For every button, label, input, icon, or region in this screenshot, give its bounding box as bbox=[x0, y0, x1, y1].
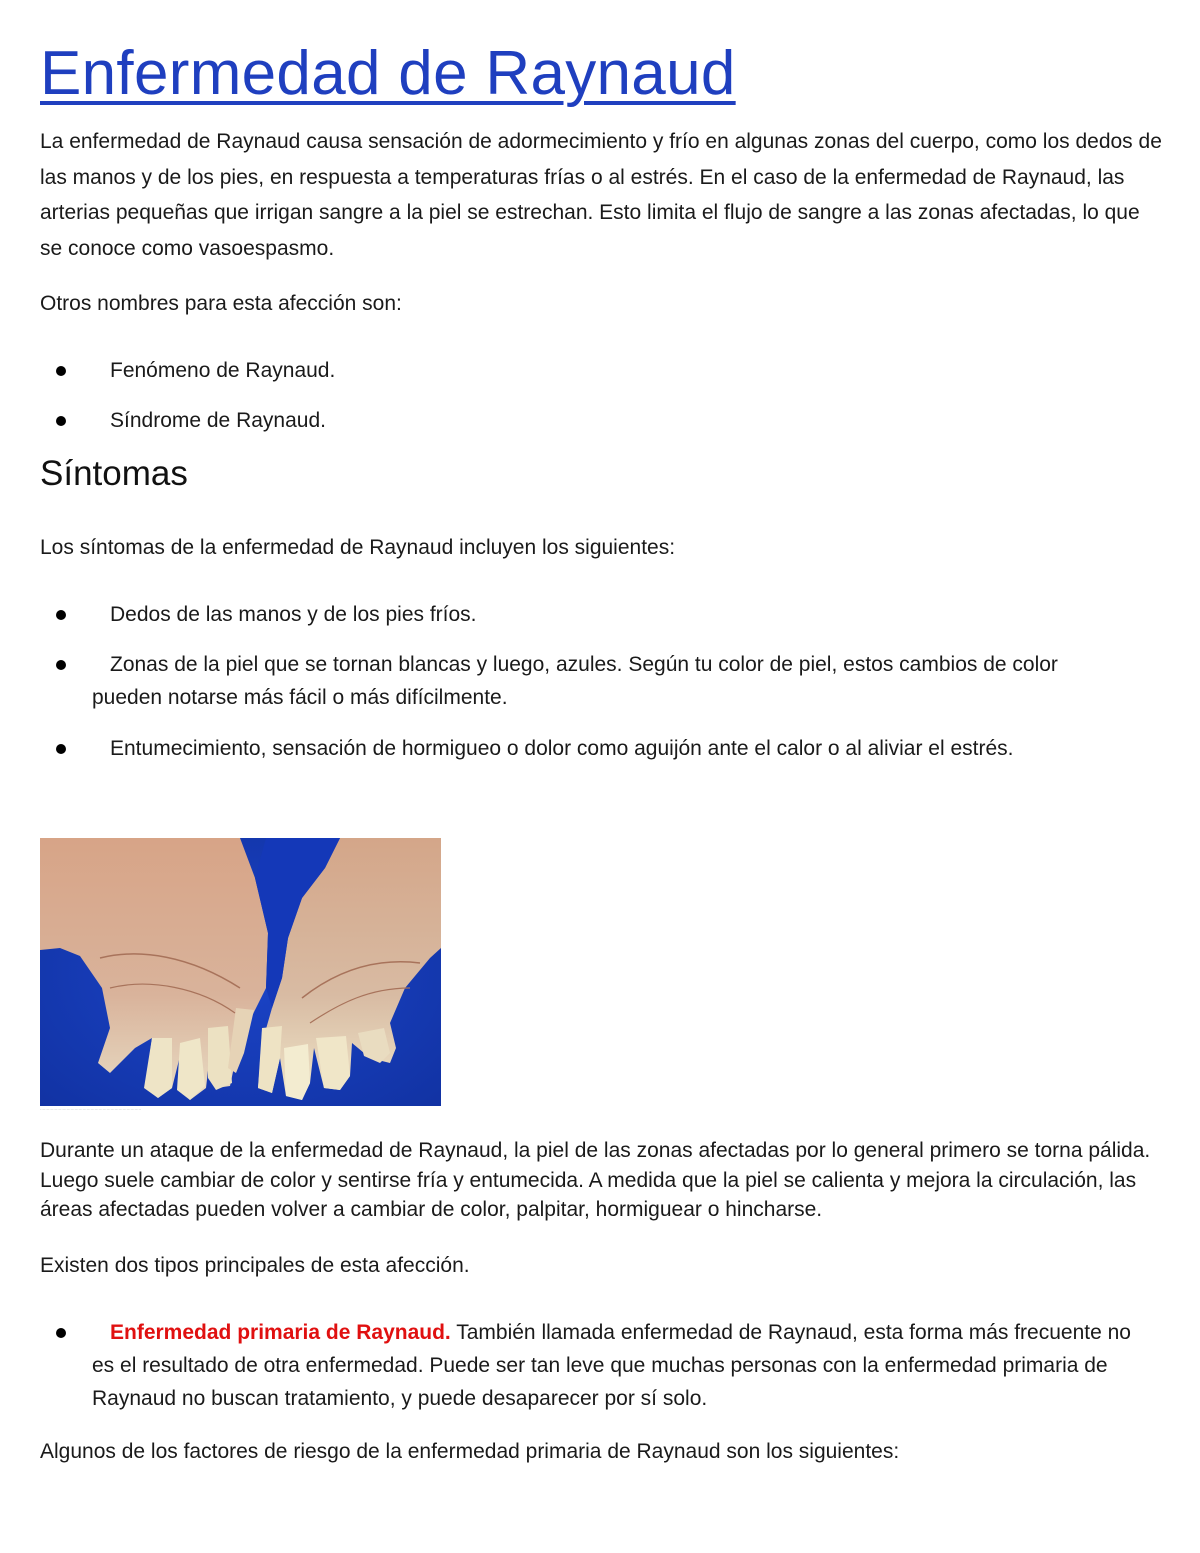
attack-paragraph: Durante un ataque de la enfermedad de Raynaud, la piel de las zonas afectadas por lo general primero se torna pálida. Luego suele cambiar de color y sentirse fría y entumecida. A medida que la piel se calienta y mejora la circulación, las áreas afectadas pueden volver a cambiar de color, palpitar, hormiguear o hincharse. bbox=[40, 1139, 1151, 1221]
list-item bbox=[92, 354, 1132, 387]
type-description: También llamada enfermedad de Raynaud, esta forma más frecuente no es el resultado de otra enfermedad. Puede ser tan leve que muchas personas con la enfermedad primaria de Raynaud no buscan tratamiento, y puede desaparecer por sí solo. bbox=[92, 1321, 1131, 1410]
page-title: Enfermedad de Raynaud bbox=[40, 39, 736, 108]
symptoms-heading: Síntomas bbox=[40, 454, 188, 493]
image-credit: ············································································ bbox=[40, 1107, 142, 1112]
symptoms-intro: Los síntomas de la enfermedad de Raynaud incluyen los siguientes: bbox=[40, 536, 676, 559]
list-item-text: Dedos de las manos y de los pies fríos. bbox=[110, 603, 477, 626]
types-intro: Existen dos tipos principales de esta afección. bbox=[40, 1254, 470, 1277]
hands-raynaud-photo bbox=[40, 838, 441, 1106]
type-label: Enfermedad primaria de Raynaud. bbox=[110, 1321, 451, 1344]
list-item bbox=[92, 648, 1132, 714]
bullet-icon bbox=[56, 610, 66, 620]
list-item-text: Zonas de la piel que se tornan blancas y luego, azules. Según tu color de piel, estos cambios de color pueden notarse más fácil o más difícilmente. bbox=[92, 653, 1058, 709]
other-names-intro: Otros nombres para esta afección son: bbox=[40, 292, 402, 315]
list-item bbox=[92, 732, 1132, 765]
intro-paragraph: La enfermedad de Raynaud causa sensación de adormecimiento y frío en algunas zonas del cuerpo, como los dedos de las manos y de los pies, en respuesta a temperaturas frías o al estrés. En el caso de la enfermedad de Raynaud, las arterias pequeñas que irrigan sangre a la piel se estrechan. Esto limita el flujo de sangre a las zonas afectadas, lo que se conoce como vasoespasmo. bbox=[40, 130, 1162, 260]
bullet-icon bbox=[56, 744, 66, 754]
risk-factors-intro: Algunos de los factores de riesgo de la enfermedad primaria de Raynaud son los siguientes: bbox=[40, 1440, 900, 1463]
hands-icon bbox=[40, 838, 441, 1106]
bullet-icon bbox=[56, 660, 66, 670]
list-item bbox=[92, 404, 1132, 437]
list-item bbox=[92, 1316, 1132, 1415]
bullet-icon bbox=[56, 366, 66, 376]
list-item-text: Entumecimiento, sensación de hormigueo o dolor como aguijón ante el calor o al aliviar el estrés. bbox=[110, 737, 1014, 760]
list-item bbox=[92, 598, 1132, 631]
list-item-text: Síndrome de Raynaud. bbox=[110, 409, 326, 432]
bullet-icon bbox=[56, 1328, 66, 1338]
bullet-icon bbox=[56, 416, 66, 426]
list-item-text: Fenómeno de Raynaud. bbox=[110, 359, 336, 382]
